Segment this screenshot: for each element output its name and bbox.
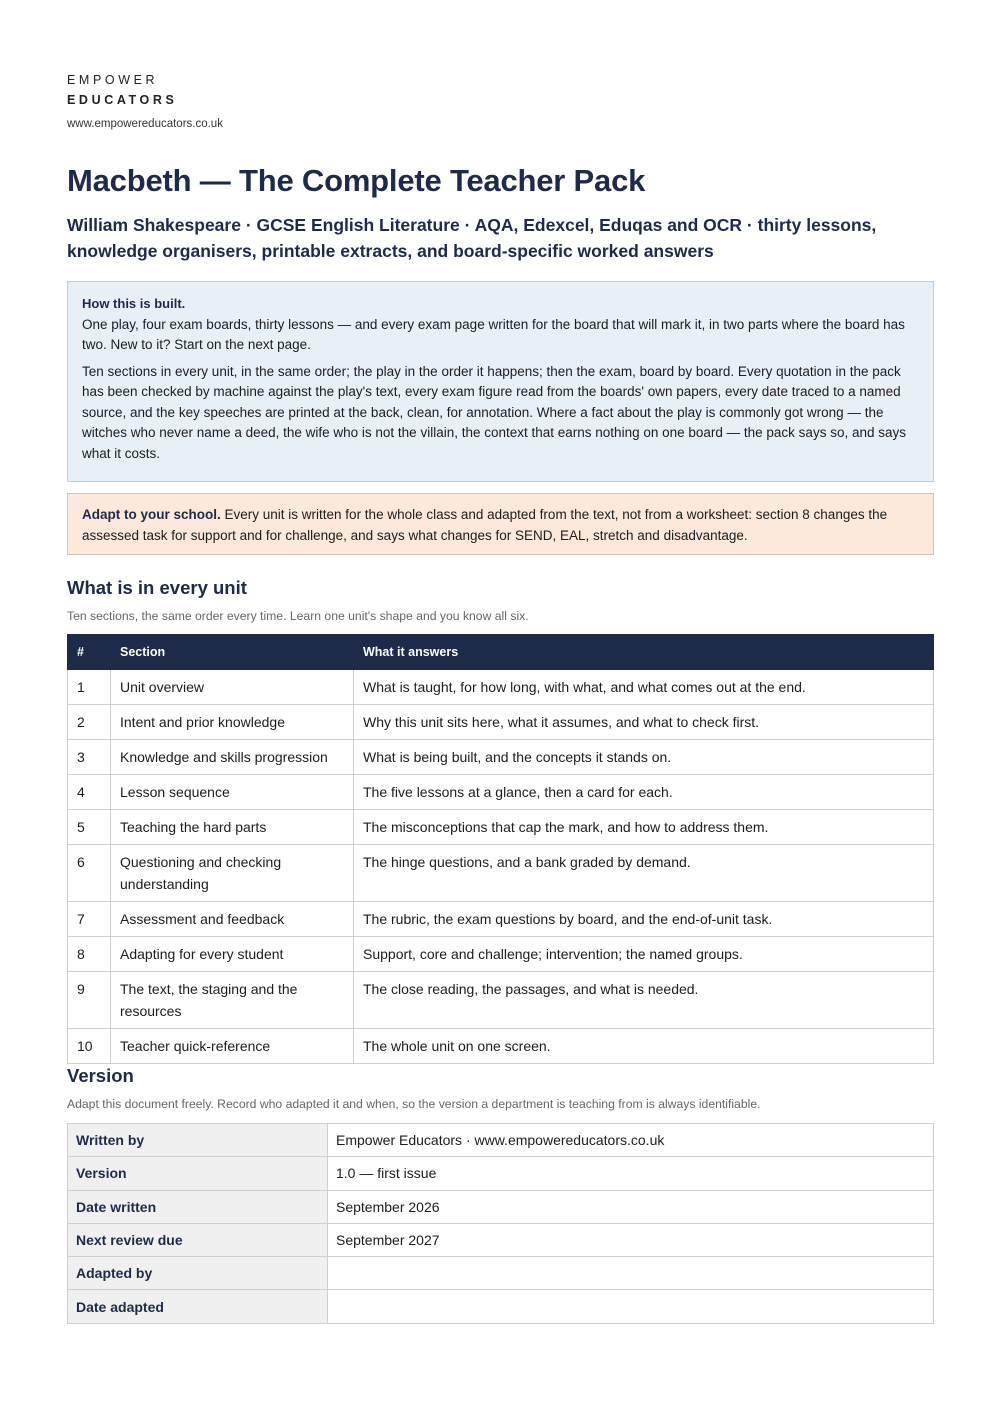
brand-url[interactable]: www.empowereducators.co.uk [67,118,223,130]
version-table [67,1123,934,1324]
unit-number: 7 [68,902,111,937]
brand-line-1: EMPOWER [67,73,159,87]
unit-answer: The close reading, the passages, and what is needed. [354,972,934,1029]
column-header-answer: What it answers [354,635,934,670]
unit-section: Assessment and feedback [111,902,354,937]
unit-number: 4 [68,775,111,810]
table-row [68,740,934,775]
units-table [67,634,934,1064]
column-header-number: # [68,635,111,670]
version-label: Date written [68,1190,328,1223]
adapt-box-text: Every unit is written for the whole class and adapted from the text, not from a worksheet: section 8 changes the assessed task for support and for challenge, and says what changes for SEND, EAL, stretch and disadvantage. [82,507,888,543]
unit-section: Teacher quick-reference [111,1029,354,1064]
unit-answer: The five lessons at a glance, then a card for each. [354,775,934,810]
unit-section: Intent and prior knowledge [111,705,354,740]
table-row [68,775,934,810]
unit-answer: Support, core and challenge; intervention; the named groups. [354,937,934,972]
version-value: 1.0 — first issue [328,1157,934,1190]
unit-number: 3 [68,740,111,775]
unit-number: 9 [68,972,111,1029]
unit-section: Questioning and checking understanding [111,845,354,902]
table-row [68,1124,934,1157]
how-this-is-built-box [67,281,934,482]
table-row [68,902,934,937]
version-value[interactable] [328,1257,934,1290]
version-value: September 2026 [328,1190,934,1223]
units-note: Ten sections, the same order every time. Learn one unit's shape and you know all six. [67,609,529,623]
table-row [68,845,934,902]
how-box-heading: How this is built. [82,296,186,311]
version-value: September 2027 [328,1223,934,1256]
version-value[interactable] [328,1290,934,1323]
unit-section: Teaching the hard parts [111,810,354,845]
table-row [68,705,934,740]
unit-answer: The misconceptions that cap the mark, and how to address them. [354,810,934,845]
version-label: Date adapted [68,1290,328,1323]
table-row [68,1223,934,1256]
unit-section: Knowledge and skills progression [111,740,354,775]
table-row [68,1290,934,1323]
unit-answer: The whole unit on one screen. [354,1029,934,1064]
unit-section: Unit overview [111,670,354,705]
adapt-box [67,493,934,555]
unit-answer: The rubric, the exam questions by board, and the end-of-unit task. [354,902,934,937]
units-heading: What is in every unit [67,577,247,598]
table-row [68,810,934,845]
table-row [68,1157,934,1190]
page-subtitle: William Shakespeare · GCSE English Literature · AQA, Edexcel, Eduqas and OCR · thirty lessons, knowledge organisers, printable extracts, and board-specific worked answers [67,215,877,261]
version-label: Written by [68,1124,328,1157]
table-row [68,1190,934,1223]
brand-logo [67,70,177,110]
table-row [68,1029,934,1064]
column-header-section: Section [111,635,354,670]
brand-line-2: EDUCATORS [67,93,178,107]
version-note: Adapt this document freely. Record who adapted it and when, so the version a department is teaching from is always identifiable. [67,1097,761,1111]
unit-number: 10 [68,1029,111,1064]
unit-section: The text, the staging and the resources [111,972,354,1029]
unit-section: Adapting for every student [111,937,354,972]
version-label: Version [68,1157,328,1190]
units-table-header [68,635,934,670]
unit-answer: What is taught, for how long, with what, and what comes out at the end. [354,670,934,705]
unit-number: 2 [68,705,111,740]
page-title: Macbeth — The Complete Teacher Pack [67,163,646,198]
version-label: Adapted by [68,1257,328,1290]
table-row [68,1257,934,1290]
table-row [68,670,934,705]
unit-number: 5 [68,810,111,845]
unit-answer: Why this unit sits here, what it assumes, and what to check first. [354,705,934,740]
version-label: Next review due [68,1223,328,1256]
version-value: Empower Educators · www.empowereducators.co.uk [328,1124,934,1157]
table-row [68,937,934,972]
version-heading: Version [67,1065,134,1086]
how-box-paragraph-2: Ten sections in every unit, in the same order; the play in the order it happens; then the exam, board by board. Every quotation in the pack has been checked by machine against the play's text, every exam figure read from the boards' own papers, every date traced to a named source, and the key speeches are printed at the back, clean, for annotation. Where a fact about the play is commonly got wrong — the witches who never name a deed, the wife who is not the villain, the context that earns nothing on one board — the pack says so, and says what it costs. [82,363,906,461]
unit-number: 6 [68,845,111,902]
unit-number: 1 [68,670,111,705]
unit-section: Lesson sequence [111,775,354,810]
unit-number: 8 [68,937,111,972]
unit-answer: The hinge questions, and a bank graded by demand. [354,845,934,902]
how-box-paragraph-1: One play, four exam boards, thirty lessons — and every exam page written for the board that will mark it, in two parts where the board has two. New to it? Start on the next page. [82,316,905,352]
unit-answer: What is being built, and the concepts it stands on. [354,740,934,775]
table-row [68,972,934,1029]
adapt-box-lead: Adapt to your school. [82,507,221,522]
